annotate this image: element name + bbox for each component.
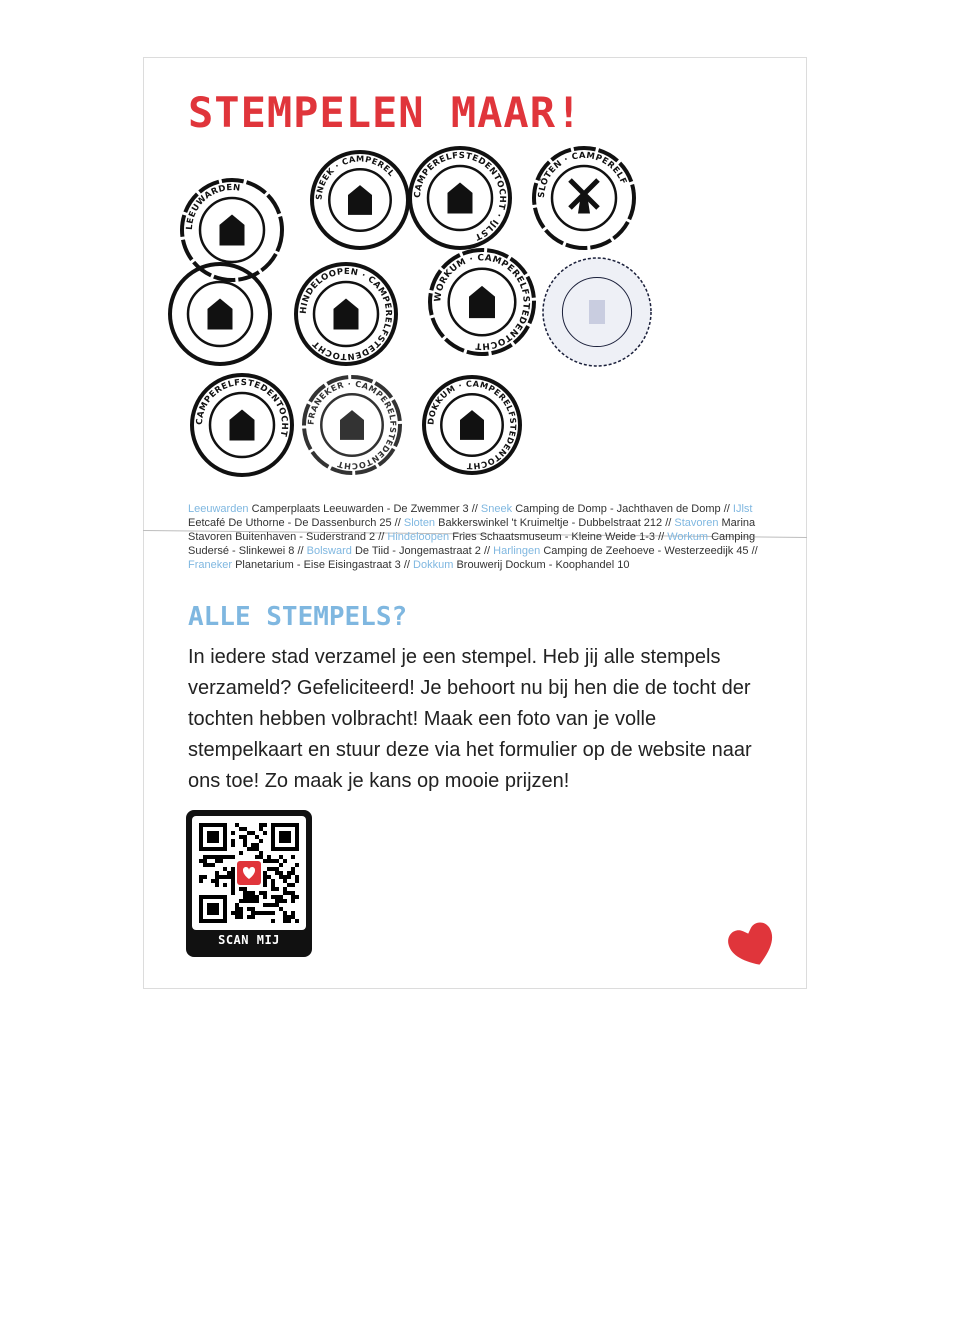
location-city: Dokkum bbox=[413, 559, 454, 571]
location-list bbox=[188, 502, 760, 572]
location-separator: // bbox=[394, 517, 401, 529]
section-title: ALLE STEMPELS? bbox=[188, 602, 408, 632]
location-address: Fries Schaatsmuseum - Kleine Weide 1-3 bbox=[452, 531, 655, 543]
svg-text:CAMPERELFSTEDENTOCHT · IJLST: CAMPERELFSTEDENTOCHT · IJLST bbox=[412, 150, 508, 242]
svg-text:WORKUM · CAMPERELFSTEDENTOCHT: WORKUM · CAMPERELFSTEDENTOCHT bbox=[433, 253, 531, 351]
location-city: Workum bbox=[667, 531, 708, 543]
qr-code-image bbox=[192, 816, 306, 930]
page-title: STEMPELEN MAAR! bbox=[188, 88, 583, 137]
location-separator: // bbox=[751, 545, 758, 557]
svg-text:SNEEK · CAMPEREL: SNEEK · CAMPEREL bbox=[313, 153, 398, 201]
heart-logo-icon bbox=[726, 920, 778, 972]
location-address: De Tiid - Jongemastraat 2 bbox=[354, 545, 481, 557]
location-separator: // bbox=[297, 545, 304, 557]
location-city: IJlst bbox=[732, 503, 753, 515]
stamp-bolsward bbox=[538, 253, 656, 371]
location-separator: // bbox=[665, 517, 672, 529]
svg-text:FRANEKER · CAMPERELFSTEDENTOCH: FRANEKER · CAMPERELFSTEDENTOCHT bbox=[305, 378, 399, 472]
scan-label: SCAN MIJ bbox=[218, 933, 280, 947]
location-address: Brouwerij Dockum - Koophandel 10 bbox=[456, 559, 630, 571]
svg-text:DOKKUM · CAMPERELFSTEDENTOCHT: DOKKUM · CAMPERELFSTEDENTOCHT bbox=[425, 378, 519, 472]
svg-text:SLÔTEN · CAMPERELF: SLÔTEN · CAMPERELF bbox=[536, 150, 629, 199]
location-city: Sneek bbox=[480, 503, 513, 515]
stamp-ijlst bbox=[405, 143, 515, 253]
stamp-sneek bbox=[307, 147, 413, 253]
location-city: Franeker bbox=[188, 559, 233, 571]
location-address: Camping de Zeehoeve - Westerzeedijk 45 bbox=[543, 545, 749, 557]
stamp-stavoren bbox=[165, 259, 275, 369]
svg-text:HINDELOOPEN · CAMPERELFSTEDENT: HINDELOOPEN · CAMPERELFSTEDENTOCHT bbox=[298, 266, 394, 362]
location-separator: // bbox=[483, 545, 491, 557]
qr-code[interactable] bbox=[186, 810, 312, 957]
location-city: Stavoren bbox=[674, 517, 719, 529]
location-address: Bakkerswinkel 't Kruimeltje - Dubbelstraat 212 bbox=[438, 517, 663, 529]
location-address: Marina Stavoren Buitenhaven - Suderstrand 2 bbox=[188, 517, 756, 543]
location-city: Sloten bbox=[403, 517, 436, 529]
svg-text:LEEUWARDEN: LEEUWARDEN bbox=[184, 182, 242, 231]
stamp-harlingen bbox=[187, 370, 297, 480]
stamp-dokkum bbox=[419, 372, 525, 478]
location-city: Hindeloopen bbox=[387, 531, 450, 543]
location-address: Eetcafé De Uthorne - De Dassenburch 25 bbox=[188, 517, 392, 529]
stamp-workum bbox=[425, 245, 539, 359]
location-city: Leeuwarden bbox=[188, 503, 249, 515]
location-separator: // bbox=[723, 503, 730, 515]
location-separator: // bbox=[471, 503, 478, 515]
stamp-franeker bbox=[299, 372, 405, 478]
location-address: Planetarium - Eise Eisingastraat 3 bbox=[235, 559, 401, 571]
location-separator: // bbox=[658, 531, 665, 543]
location-city: Bolsward bbox=[306, 545, 352, 557]
location-separator: // bbox=[403, 559, 410, 571]
stamp-sloten bbox=[529, 143, 639, 253]
location-address: Camping Sudersé - Slinkewei 8 bbox=[188, 531, 756, 557]
stamp-hindeloopen bbox=[291, 259, 401, 369]
svg-text:CAMPERELFSTEDENTOCHT: CAMPERELFSTEDENTOCHT bbox=[194, 377, 290, 438]
body-text: In iedere stad verzamel je een stempel. Heb jij alle stempels verzameld? Gefeliciteerd! Je behoort nu bij hen die de tocht der tochten hebben volbracht! Maak een foto van je volle stempelkaart en stuur deze via het formulier op de website naar ons toe! Zo maak je kans op mooie prijzen! bbox=[188, 646, 752, 792]
location-city: Harlingen bbox=[493, 545, 541, 557]
location-separator: // bbox=[378, 531, 385, 543]
location-address: Camperplaats Leeuwarden - De Zwemmer 3 bbox=[251, 503, 469, 515]
location-address: Camping de Domp - Jachthaven de Domp bbox=[515, 503, 721, 515]
